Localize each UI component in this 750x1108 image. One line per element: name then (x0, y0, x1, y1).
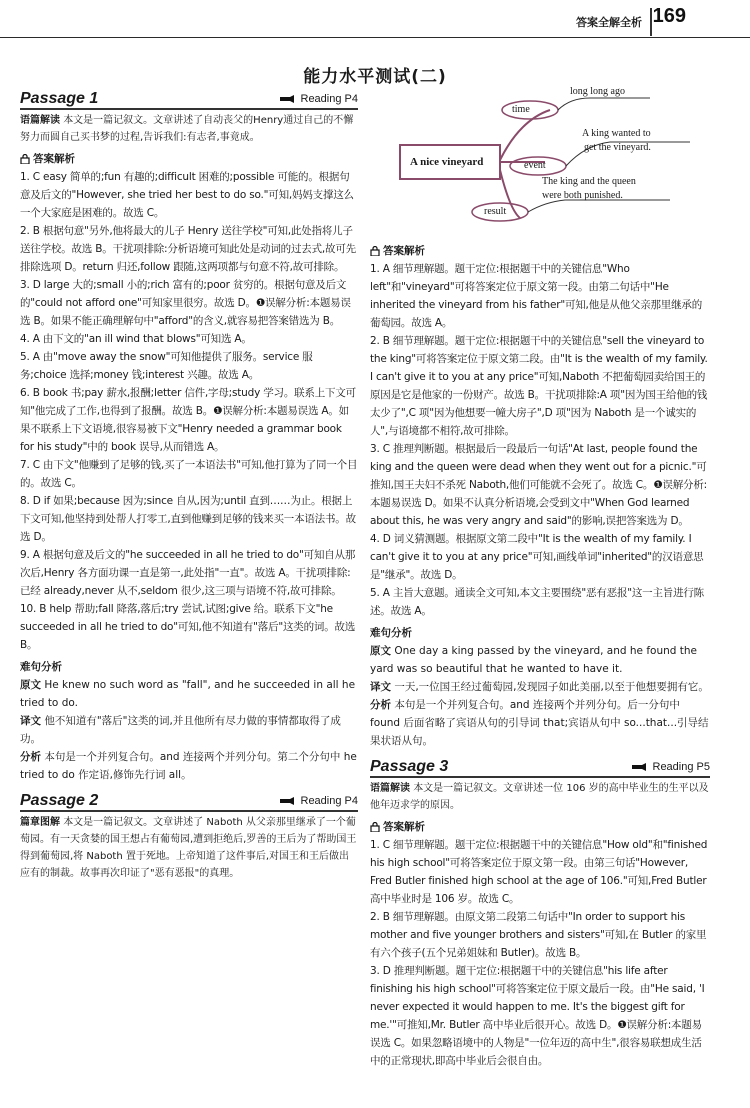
pointing-hand-icon (631, 762, 649, 772)
passage3-answers-heading-text: 答案解析 (383, 821, 425, 833)
passage2-title: Passage 2 (20, 792, 99, 809)
passage2-answers-heading-text: 答案解析 (383, 245, 425, 257)
passage2-answers-heading (370, 242, 710, 260)
passage2-diagram (370, 86, 710, 238)
diagram-event: event (524, 160, 546, 171)
passage3-ref-label: Reading P5 (652, 761, 710, 773)
lock-icon (370, 822, 380, 832)
passage1-analysis (20, 748, 358, 784)
passage2-summary-text: 本文是一篇记叙文。文章讲述了 Naboth 从父亲那里继承了一个葡萄园。有一天贪婪的国王想占有葡萄园,遭到拒绝后,罗善的王后为了帮助国王得到葡萄园,将 Naboth 置于死地。上帝知道了这件事后,对国王和王后做出应有的制裁。故事再次印证了"恶有恶报"的真理。 (20, 817, 357, 879)
passage1-item: 2. B 根据句意"另外,他将最大的儿子 Henry 送往学校"可知,此处指将儿子送往学校。故选 B。干扰项排除:分析语境可知此处是动词的过去式,故可先排除选项 D。return 归还,follow 跟随,这两项都与句意不符,故可排除。 (20, 225, 356, 273)
diagram-result-text-2: were both punished. (542, 190, 623, 201)
passage3-summary-text: 本文是一篇记叙文。文章讲述一位 106 岁的高中毕业生的生平以及他年迈求学的原因。 (370, 783, 709, 811)
passage1-item: 9. A 根据句意及后文的"he succeeded in all he tried to do"可知自从那次后,Henry 各方面功课一直是第一,此处指"一直"。故选 A。干扰项排除:已经 already,never 从不,seldom 很少,这三项与语境不符,故可排除。 (20, 549, 356, 597)
diagram-time-text: long long ago (570, 86, 625, 97)
left-column (20, 90, 358, 882)
passage2-summary (20, 814, 358, 882)
page-number: 169 (652, 5, 686, 27)
original-label: 原文 (20, 679, 41, 691)
passage3-summary-label: 语篇解读 (370, 783, 410, 794)
passage1-item: 10. B help 帮助;fall 降落,落后;try 尝试,试图;give 给。联系下文"he succeeded in all he tried to do"可知,他不知道有"落后"这类的词。故选 B。 (20, 603, 356, 651)
header-rule (0, 37, 750, 38)
original-text: He knew no such word as "fall", and he succeeded in all he tried to do. (20, 679, 356, 709)
passage1-item: 6. B book 书;pay 薪水,报酬;letter 信件,字母;study 学习。联系上下文可知"他完成了工作,也得到了报酬。故选 B。❶误解分析:本题易误选 A。如果不联系上下文语境,很容易被下文"Henry needed a grammar book for his study"中的 book 误导,从而错选 A。 (20, 387, 356, 453)
analysis-text: 本句是一个并列复合句。and 连接两个并列分句。后一分句中 found 后面省略了宾语从句的引导词 that;宾语从句中 so...that...引导结果状语从句。 (370, 699, 709, 747)
passage3-summary (370, 780, 710, 814)
passage3-header (370, 758, 710, 778)
passage2-analysis (370, 696, 710, 750)
passage1-item: 7. C 由下文"他赚到了足够的钱,买了一本语法书"可知,他打算为了同一个目的。故选 C。 (20, 459, 358, 489)
passage3-ref (631, 758, 711, 776)
passage1-title: Passage 1 (20, 90, 99, 107)
passage1-translation (20, 712, 358, 748)
passage1-summary (20, 112, 358, 146)
passage1-item: 3. D large 大的;small 小的;rich 富有的;poor 贫穷的。根据句意及后文的"could not afford one"可知家里很穷。故选 D。❶误解分析:本题易误选 B。如果不能正确理解句中"afford"的含义,就容易把答案错选为 B。 (20, 279, 351, 327)
passage2-translation (370, 678, 710, 696)
passage1-header (20, 90, 358, 110)
diagram-event-text-2: get the vineyard. (584, 142, 651, 153)
translation-label: 译文 (20, 715, 41, 727)
passage1-ref (279, 90, 359, 108)
passage3-title: Passage 3 (370, 758, 449, 775)
diagram-result: result (484, 206, 507, 217)
lock-icon (370, 246, 380, 256)
passage1-answers-heading (20, 150, 358, 168)
passage2-difficult-heading: 难句分析 (370, 627, 412, 639)
passage2-item: 5. A 主旨大意题。通读全文可知,本文主要围绕"恶有恶报"这一主旨进行陈述。故选 A。 (370, 587, 704, 617)
diagram-time: time (512, 104, 530, 115)
diagram-center: A nice vineyard (410, 156, 484, 168)
original-text: One day a king passed by the vineyard, and he found the yard was so beautiful that he wanted to have it. (370, 645, 698, 675)
pointing-hand-icon (279, 94, 297, 104)
passage1-answers-heading-text: 答案解析 (33, 153, 75, 165)
passage2-item: 1. A 细节理解题。题干定位:根据题干中的关键信息"Who left"和"vineyard"可将答案定位于原文第一段。由第二句话中"He inherited the vineyard from his father"可知,他是从他父亲那里继承的葡萄园。故选 A。 (370, 263, 702, 329)
analysis-label: 分析 (370, 699, 391, 711)
translation-label: 译文 (370, 681, 391, 693)
passage2-item: 3. C 推理判断题。根据最后一段最后一句话"At last, people found the king and the queen were dead when they went out for a picnic."可推知,国王夫妇不杀死 Naboth,他们可能就不会死了。故选 C。❶误解分析:本题易误选 D。如果不认真分析语境,会受到文中"When God learned about this, he was very angry and said"的影响,误把答案选为 D。 (370, 443, 707, 527)
passage3-item: 3. D 推理判断题。题干定位:根据题干中的关键信息"his life after finishing his high school"可将答案定位于原文最后一段。由"He said, 'I never expected it would happen to me. It's the biggest gift for me.'"可推知,Mr. Butler 高中毕业后很开心。故选 D。❶误解分析:本题易误选 C。如果忽略语境中的人物是"一位年迈的高中生",很容易联想成生活中的正常现状,即高中毕业后会很自由。 (370, 965, 705, 1067)
passage1-item: 5. A 由"move away the snow"可知他提供了服务。service 服务;choice 选择;money 钱;interest 兴趣。故选 A。 (20, 351, 313, 381)
passage1-item: 8. D if 如果;because 因为;since 自从,因为;until 直到……为止。根据上下文可知,他坚持到处帮人打零工,直到他赚到足够的钱来买一本语法书。故选 D。 (20, 495, 356, 543)
page-header (0, 0, 750, 38)
diagram-event-text-1: A king wanted to (582, 128, 651, 139)
passage2-item: 2. B 细节理解题。题干定位:根据题干中的关键信息"sell the vineyard to the king"可将答案定位于原文第二段。由"It is the wealth of my family. I can't give it to you at any price"可知,Naboth 不把葡萄园卖给国王的原因是它是他家的一份财产。故选 B。干扰项排除:A 项"因为国王给他的钱太少了",C 项"因为他想要一幢大房子",D 项"因为 Naboth 是一个诚实的人",与语境都不相符,故可排除。 (370, 335, 708, 437)
passage1-item: 1. C easy 简单的;fun 有趣的;difficult 困难的;possible 可能的。根据句意及后文的"However, she tried her best to do so."可知,妈妈支撑这么一个大家庭是困难的。故选 C。 (20, 171, 354, 219)
header-label: 答案全解全析 (576, 16, 642, 29)
passage1-ref-label: Reading P4 (300, 93, 358, 105)
passage2-summary-label: 篇章图解 (20, 817, 60, 828)
passage2-ref-label: Reading P4 (300, 795, 358, 807)
passage1-difficult-heading: 难句分析 (20, 661, 62, 673)
diagram-result-text-1: The king and the queen (542, 176, 636, 187)
translation-text: 一天,一位国王经过葡萄园,发现园子如此美丽,以至于他想要拥有它。 (394, 681, 709, 693)
page-title: 能力水平测试(二) (303, 67, 447, 87)
passage2-ref (279, 792, 359, 810)
passage2-item: 4. D 词义猜测题。根据原文第二段中"It is the wealth of my family. I can't give it to you at any price"可知,画线单词"inherited"的汉语意思是"继承"。故选 D。 (370, 533, 704, 581)
pointing-hand-icon (279, 796, 297, 806)
passage1-summary-text: 本文是一篇记叙文。文章讲述了自动丧父的Henry通过自己的不懈努力而圆自己买书梦的过程,告诉我们:有志者,事竟成。 (20, 115, 354, 143)
passage2-original (370, 642, 710, 678)
passage2-header (20, 792, 358, 812)
analysis-text: 本句是一个并列复合句。and 连接两个并列分句。第二个分句中 he tried to do 作定语,修饰先行词 all。 (20, 751, 357, 781)
passage3-item: 1. C 细节理解题。题干定位:根据题干中的关键信息"How old"和"finished his high school"可将答案定位于原文第一段。由第三句话"However, Fred Butler finished high school at the age of 106."可知,Fred Butler 高中毕业时是 106 岁。故选 C。 (370, 839, 708, 905)
translation-text: 他不知道有"落后"这类的词,并且他所有尽力做的事情都取得了成功。 (20, 715, 341, 745)
right-column (370, 86, 710, 1070)
passage1-item: 4. A 由下文的"an ill wind that blows"可知选 A。 (20, 333, 252, 345)
passage1-summary-label: 语篇解读 (20, 115, 60, 126)
lock-icon (20, 154, 30, 164)
original-label: 原文 (370, 645, 391, 657)
passage3-item: 2. B 细节理解题。由原文第二段第二句话中"In order to support his mother and five younger brothers and sisters"可知,在 Butler 的家里有六个孩子(五个兄弟姐妹和 Butler)。故选 B。 (370, 911, 707, 959)
passage1-original (20, 676, 358, 712)
passage3-answers-heading (370, 818, 710, 836)
analysis-label: 分析 (20, 751, 41, 763)
